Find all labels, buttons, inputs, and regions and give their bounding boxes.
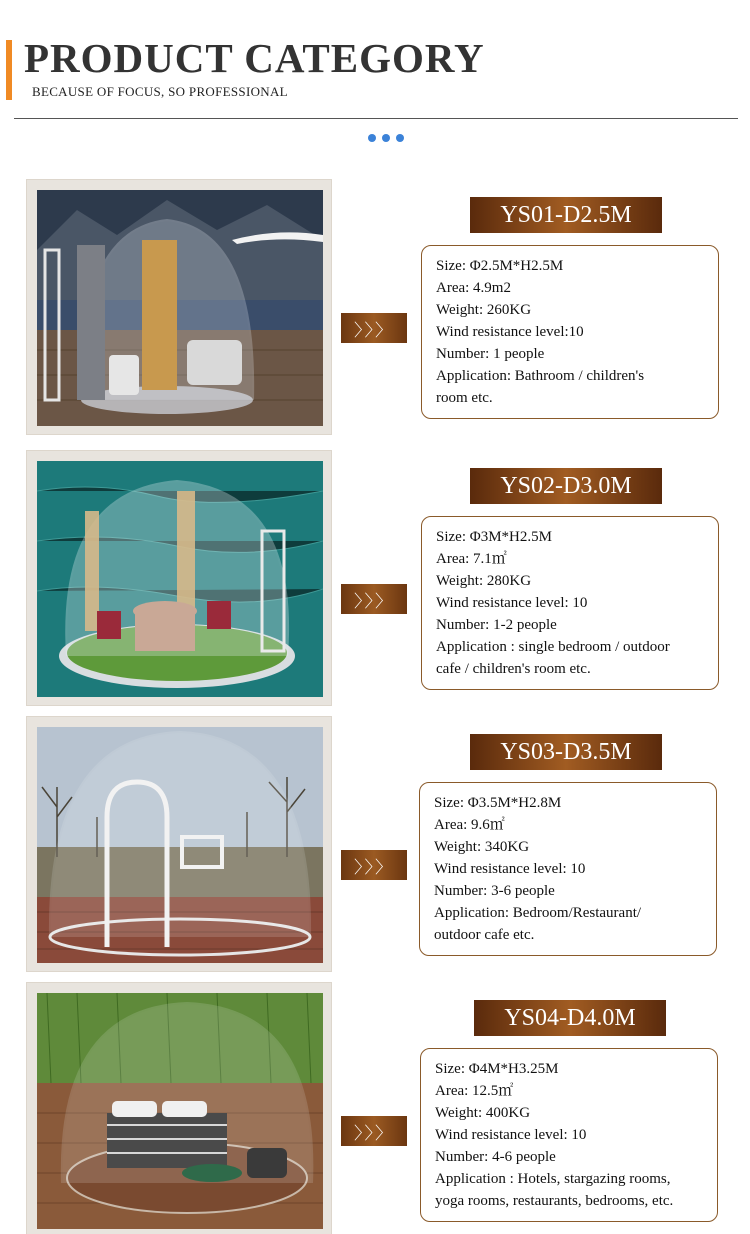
header-divider (14, 118, 738, 119)
page-header (0, 0, 750, 160)
spec-area: Area: 9.6㎡ (434, 817, 505, 833)
spec-area: Area: 4.9m2 (436, 280, 511, 296)
product-card (0, 450, 750, 712)
product-card (0, 179, 750, 441)
product-model-label: YS03-D3.5M (470, 734, 662, 770)
product-photo-dining-dome (37, 461, 323, 697)
product-spec-box (421, 516, 719, 690)
spec-application: Application : single bedroom / outdoor (436, 639, 670, 655)
spec-weight: Weight: 280KG (436, 573, 532, 589)
accent-bar (6, 40, 12, 100)
product-photo-garden-dome (37, 727, 323, 963)
page-subtitle: BECAUSE OF FOCUS, SO PROFESSIONAL (32, 84, 288, 99)
dot-icon (382, 134, 390, 142)
spec-application-cont: outdoor cafe etc. (434, 927, 535, 943)
product-photo-frame (26, 716, 332, 972)
product-photo-frame (26, 179, 332, 435)
product-photo-frame (26, 982, 332, 1234)
spec-number: Number: 3-6 people (434, 883, 555, 899)
product-photo-bathroom-dome (37, 190, 323, 426)
spec-wind: Wind resistance level: 10 (434, 861, 586, 877)
spec-application-cont: room etc. (436, 390, 493, 406)
dot-icon (396, 134, 404, 142)
product-model-label: YS01-D2.5M (470, 197, 662, 233)
spec-application-cont: cafe / children's room etc. (436, 661, 591, 677)
product-spec-box (420, 1048, 718, 1222)
arrow-icon: 〉〉〉 (341, 1116, 407, 1146)
spec-number: Number: 1 people (436, 346, 545, 362)
spec-wind: Wind resistance level: 10 (435, 1127, 587, 1143)
product-spec-box (419, 782, 717, 956)
spec-application-cont: yoga rooms, restaurants, bedrooms, etc. (435, 1193, 674, 1209)
decorative-dots (368, 134, 404, 142)
product-model-label: YS02-D3.0M (470, 468, 662, 504)
spec-application: Application: Bedroom/Restaurant/ (434, 905, 642, 921)
spec-weight: Weight: 340KG (434, 839, 530, 855)
spec-application: Application: Bathroom / children's (436, 368, 645, 384)
spec-size: Size: Φ4M*H3.25M (435, 1061, 559, 1077)
spec-size: Size: Φ2.5M*H2.5M (436, 258, 564, 274)
product-spec-box (421, 245, 719, 419)
spec-wind: Wind resistance level:10 (436, 324, 584, 340)
spec-weight: Weight: 260KG (436, 302, 532, 318)
arrow-icon: 〉〉〉 (341, 584, 407, 614)
arrow-icon: 〉〉〉 (341, 313, 407, 343)
product-photo-frame (26, 450, 332, 706)
spec-number: Number: 1-2 people (436, 617, 557, 633)
spec-weight: Weight: 400KG (435, 1105, 531, 1121)
product-photo-bedroom-dome (37, 993, 323, 1229)
spec-number: Number: 4-6 people (435, 1149, 556, 1165)
product-card (0, 716, 750, 978)
product-card (0, 982, 750, 1234)
spec-area: Area: 7.1㎡ (436, 551, 507, 567)
spec-size: Size: Φ3.5M*H2.8M (434, 795, 562, 811)
arrow-icon: 〉〉〉 (341, 850, 407, 880)
spec-application: Application : Hotels, stargazing rooms, (435, 1171, 671, 1187)
spec-area: Area: 12.5㎡ (435, 1083, 514, 1099)
spec-size: Size: Φ3M*H2.5M (436, 529, 552, 545)
dot-icon (368, 134, 376, 142)
spec-wind: Wind resistance level: 10 (436, 595, 588, 611)
page-title: PRODUCT CATEGORY (24, 35, 485, 81)
product-model-label: YS04-D4.0M (474, 1000, 666, 1036)
